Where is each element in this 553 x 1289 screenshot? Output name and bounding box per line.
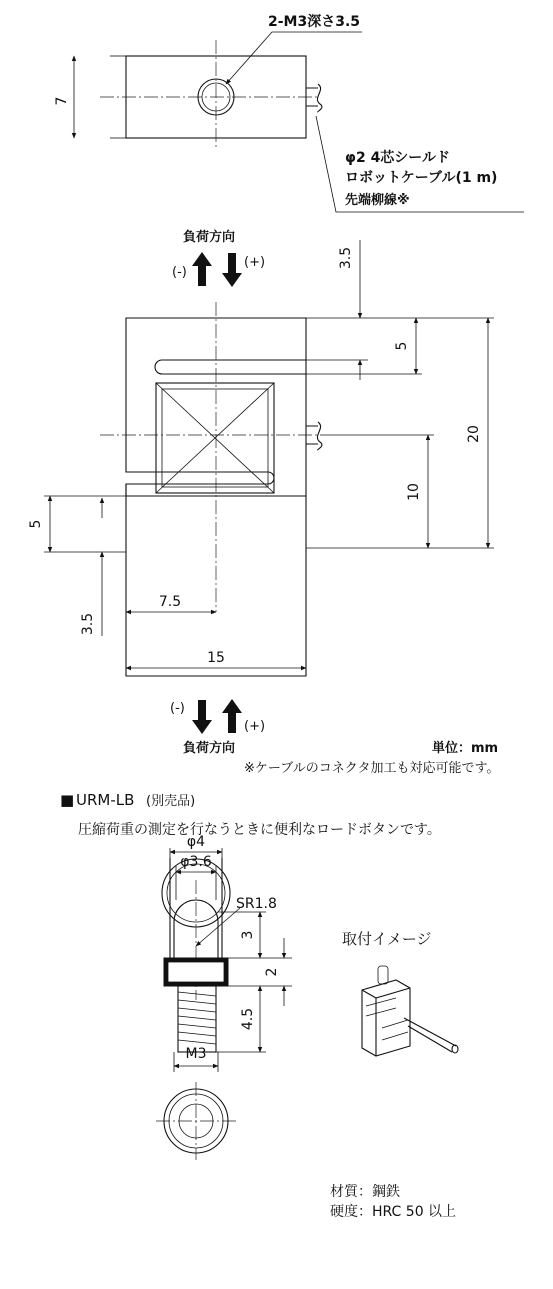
- dim-5-right: 5: [394, 341, 410, 351]
- dim-m3: M3: [185, 1046, 207, 1062]
- unit-label: 単位：mm: [432, 741, 499, 756]
- dim-20: 20: [466, 425, 482, 443]
- urm-title-suffix: (別売品): [146, 794, 196, 809]
- load-direction-label-top: 負荷方向: [182, 230, 236, 245]
- cable-spec-line3: 先端柳線※: [345, 193, 410, 208]
- hole-leader: [226, 32, 362, 84]
- urm-title-marker: ■: [60, 791, 75, 809]
- dim-7-5: 7.5: [158, 594, 182, 610]
- arrow-down-icon: [192, 700, 212, 734]
- mount-image: [362, 966, 458, 1056]
- dim-10: 10: [406, 483, 422, 501]
- hardness: 硬度：HRC 50 以上: [330, 1204, 457, 1220]
- plus-label-bottom: (+): [244, 719, 266, 734]
- mount-image-label: 取付イメージ: [342, 930, 432, 948]
- load-direction-bottom: [170, 699, 265, 756]
- minus-label-bottom: (-): [170, 701, 185, 716]
- arrow-down-icon: [222, 253, 242, 287]
- cable-spec-line2: ロボットケーブル(1 m): [345, 170, 498, 186]
- cable-spec-line1: φ2 4芯シールド: [345, 150, 451, 166]
- load-direction-label-bottom: 負荷方向: [182, 741, 236, 756]
- dim-2: 2: [264, 967, 280, 977]
- dim-7: 7: [54, 96, 70, 106]
- dim-3: 3: [240, 930, 256, 940]
- material: 材質：鋼鉄: [330, 1184, 400, 1200]
- dim-15: 15: [207, 650, 225, 666]
- cable-break: [317, 84, 322, 112]
- urm-description: 圧縮荷重の測定を行なうときに便利なロードボタンです。: [78, 822, 441, 838]
- connector-note: ※ケーブルのコネクタ加工も対応可能です。: [244, 761, 500, 776]
- dim-phi3-6: φ3.6: [180, 854, 212, 870]
- dim-3-5-left: 3.5: [80, 612, 96, 636]
- urm-title: URM-LB: [76, 791, 135, 809]
- dim-phi4: φ4: [186, 834, 206, 850]
- front-cable-break: [317, 422, 322, 450]
- arrow-up-icon: [192, 252, 212, 286]
- dim-3-5-top: 3.5: [338, 246, 354, 270]
- minus-label-top: (-): [172, 265, 187, 280]
- top-view: [54, 13, 524, 212]
- arrow-up-icon: [222, 699, 242, 733]
- front-view: [28, 240, 494, 676]
- dim-sr: SR1.8: [236, 896, 277, 912]
- urm-section: [60, 791, 458, 1220]
- plus-label-top: (+): [244, 255, 266, 270]
- dim-4-5: 4.5: [240, 1007, 256, 1031]
- hole-label: 2-M3深さ3.5: [268, 14, 361, 30]
- dim-5-left: 5: [28, 519, 44, 529]
- load-direction-top: [172, 229, 265, 287]
